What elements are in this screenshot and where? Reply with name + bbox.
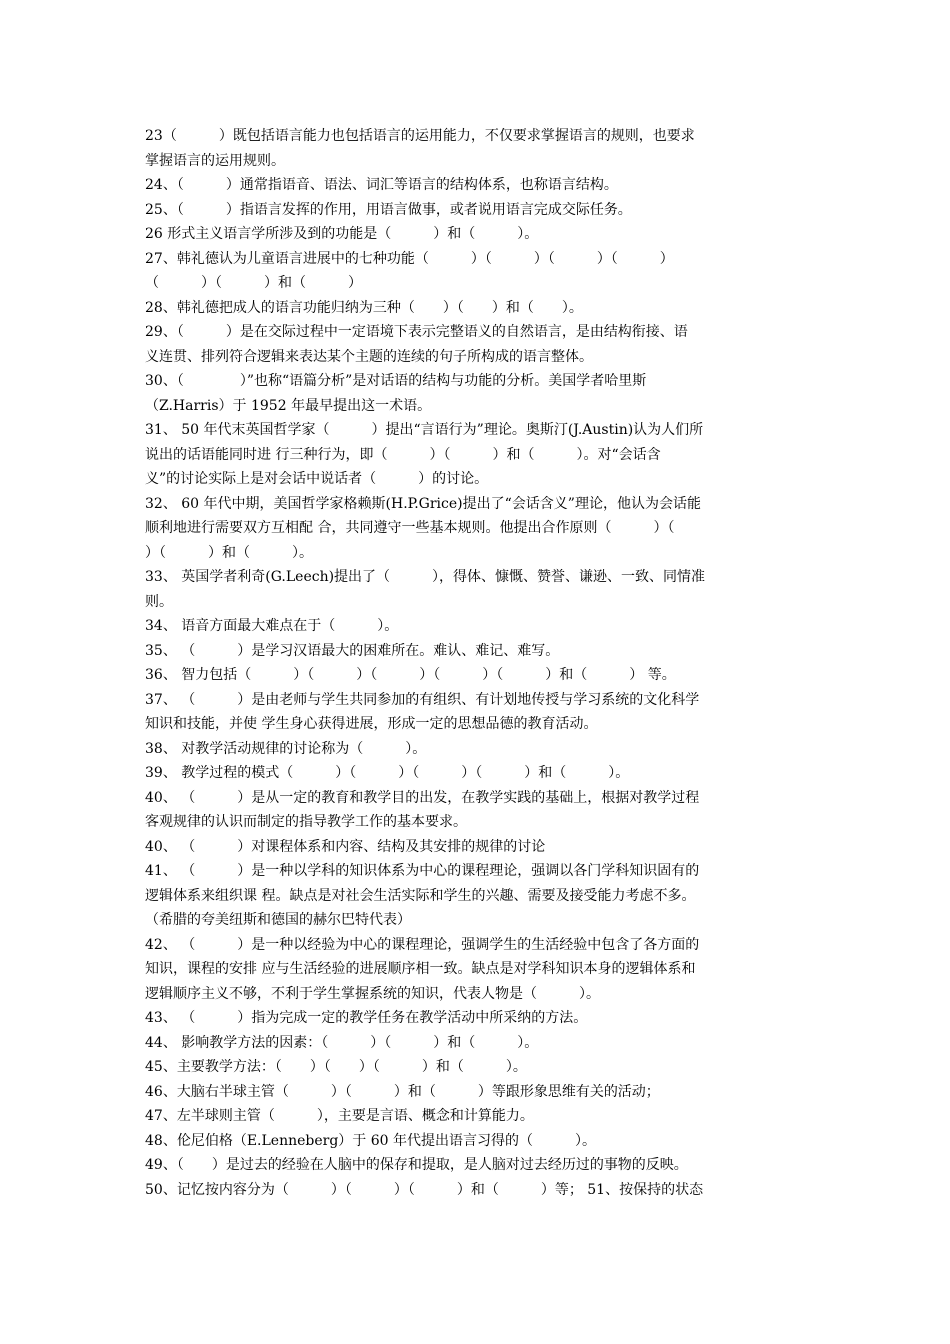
text-line: 47、左半球则主管（ ），主要是言语、概念和计算能力。 (145, 1108, 534, 1124)
text-line: 顺利地进行需要双方互相配 合，共同遵守一些基本规则。他提出合作原则（ ）（ (145, 520, 675, 536)
text-line: 则。 (145, 593, 173, 610)
text-line: 说出的话语能同时进 行三种行为，即（ ）（ ）和（ ）。对“会话含 (145, 446, 661, 463)
document-page (145, 124, 807, 1202)
text-line: 26 形式主义语言学所涉及到的功能是（ ）和（ ）。 (145, 226, 539, 242)
text-line: 25、（ ）指语言发挥的作用，用语言做事，或者说用语言完成交际任务。 (145, 201, 632, 218)
text-line: （希腊的夸美纽斯和德国的赫尔巴特代表） (145, 912, 411, 928)
text-line: 义连贯、排列符合逻辑来表达某个主题的连续的句子所构成的语言整体。 (145, 348, 593, 365)
text-line: 31、 50 年代末英国哲学家（ ）提出“言语行为”理论。奥斯汀(J.Austin)认为人们所 (145, 422, 704, 438)
text-line: 34、 语音方面最大难点在于（ ）。 (145, 618, 399, 634)
text-line: 40、 （ ）对课程体系和内容、结构及其安排的规律的讨论 (145, 838, 546, 855)
text-line: 48、伦尼伯格（E.Lenneberg）于 60 年代提出语言习得的（ ）。 (145, 1132, 596, 1149)
text-line: 39、 教学过程的模式（ ）（ ）（ ）（ ）和（ ）。 (145, 765, 630, 781)
text-line: 知识和技能，并使 学生身心获得进展，形成一定的思想品德的教育活动。 (145, 716, 598, 732)
text-line: （ ）（ ）和（ ） (145, 275, 362, 291)
text-line: 40、 （ ）是从一定的教育和教学目的出发，在教学实践的基础上，根据对教学过程 (145, 789, 700, 806)
text-line: 掌握语言的运用规则。 (145, 152, 285, 169)
text-line: 35、 （ ）是学习汉语最大的困难所在。难认、难记、难写。 (145, 642, 560, 659)
text-line: 33、 英国学者利奇(G.Leech)提出了（ ），得体、慷慨、赞誉、谦逊、一致、同情准 (145, 569, 706, 585)
text-line: 42、 （ ）是一种以经验为中心的课程理论，强调学生的生活经验中包含了各方面的 (145, 936, 700, 953)
text-line: 知识，课程的安排 应与生活经验的进展顺序相一致。缺点是对学科知识本身的逻辑体系和 (145, 961, 696, 977)
text-line: 43、 （ ）指为完成一定的教学任务在教学活动中所采纳的方法。 (145, 1010, 588, 1026)
text-line: 逻辑体系来组织课 程。缺点是对社会生活实际和学生的兴趣、需要及接受能力考虑不多。 (145, 887, 696, 904)
text-line: 23（ ）既包括语言能力也包括语言的运用能力，不仅要求掌握语言的规则，也要求 (145, 128, 695, 144)
text-line: （Z.Harris）于 1952 年最早提出这一术语。 (145, 397, 432, 414)
text-line: 50、记忆按内容分为（ ）（ ）（ ）和（ ）等； 51、按保持的状态 (145, 1181, 704, 1198)
text-line: 45、主要教学方法：（ ）（ ）（ ）和（ ）。 (145, 1059, 527, 1075)
text-line: ）（ ）和（ ）。 (145, 544, 313, 561)
text-line: 49、（ ）是过去的经验在人脑中的保存和提取，是人脑对过去经历过的事物的反映。 (145, 1157, 688, 1173)
text-line: 24、（ ）通常指语音、语法、词汇等语言的结构体系，也称语言结构。 (145, 177, 618, 193)
text-line: 37、 （ ）是由老师与学生共同参加的有组织、有计划地传授与学习系统的文化科学 (145, 691, 700, 708)
text-line: 客观规律的认识而制定的指导教学工作的基本要求。 (145, 814, 467, 830)
text-line: 29、（ ）是在交际过程中一定语境下表示完整语义的自然语言，是由结构衔接、语 (145, 324, 688, 340)
text-line: 32、 60 年代中期，美国哲学家格赖斯(H.P.Grice)提出了“会话含义”理论，他认为会话能 (145, 495, 701, 512)
text-line: 44、 影响教学方法的因素：（ ）（ ）和（ ）。 (145, 1034, 539, 1051)
text-line: 41、 （ ）是一种以学科的知识体系为中心的课程理论，强调以各门学科知识固有的 (145, 863, 700, 879)
text-line: 30、（ ）”也称“语篇分析”是对话语的结构与功能的分析。美国学者哈里斯 (145, 373, 647, 389)
text-line: 38、 对教学活动规律的讨论称为（ ）。 (145, 740, 427, 757)
text-line: 36、 智力包括（ ）（ ）（ ）（ ）（ ）和（ ） 等。 (145, 667, 676, 683)
text-line: 义”的讨论实际上是对会话中说话者（ ）的讨论。 (145, 471, 489, 487)
text-line: 27、韩礼德认为儿童语言进展中的七种功能（ ）（ ）（ ）（ ） (145, 250, 674, 267)
text-line: 28、韩礼德把成人的语言功能归纳为三种（ ）（ ）和（ ）。 (145, 299, 583, 316)
text-line: 46、大脑右半球主管（ ）（ ）和（ ）等跟形象思维有关的活动； (145, 1083, 660, 1100)
text-line: 逻辑顺序主义不够，不利于学生掌握系统的知识，代表人物是（ ）。 (145, 985, 600, 1002)
